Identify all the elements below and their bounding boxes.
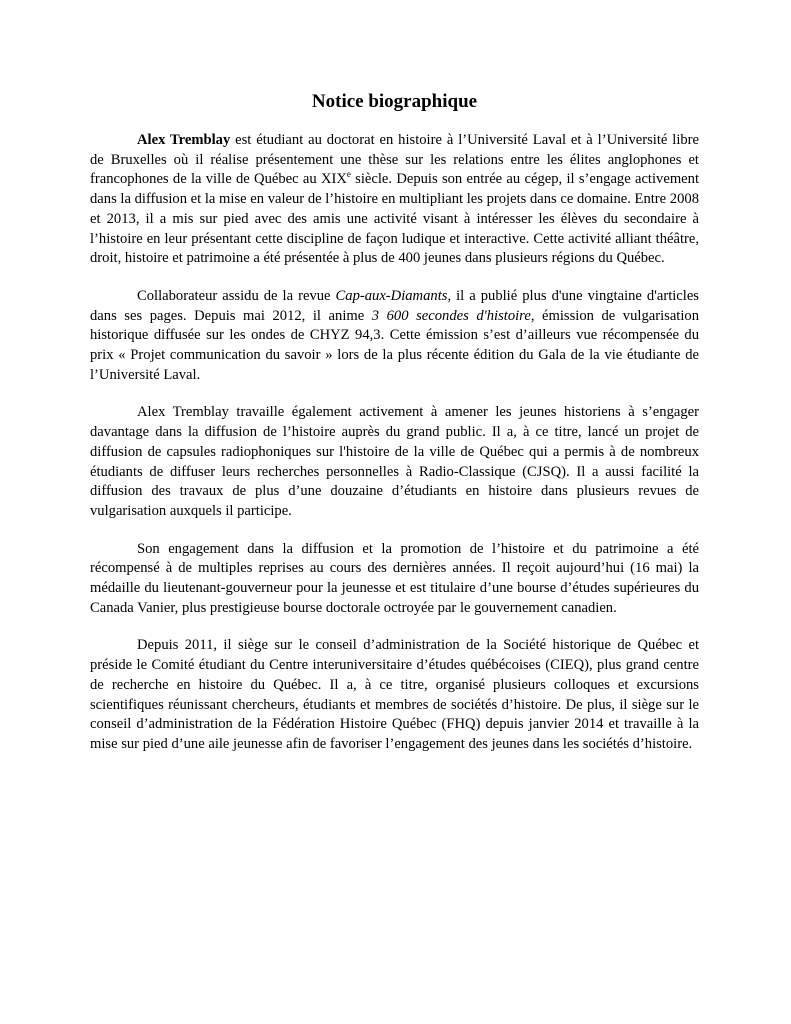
century-superscript: e: [346, 169, 351, 180]
paragraph-1-text-a: est étudiant au doctorat en histoire à l’Université Laval et à l’Université libre de Bruxelles où il réalise présentement une thèse sur les relations entre les élites anglophones et francophones de la ville de Québec au XIX: [90, 132, 700, 188]
page-title: Notice biographique: [311, 91, 478, 112]
show-title: 3 600 secondes d'histoire: [371, 307, 531, 324]
paragraph-5: Depuis 2011, il siège sur le conseil d’administration de la Société historique de Québec et préside le Comité étudiant du Centre interuniversitaire d’études québécoises (CIEQ), plus grand centre de recherche en histoire du Québec. Il a, à ce titre, organisé plusieurs colloques et excursions scientifiques réunissant chercheurs, étudiants et membres de sociétés d’histoire. De plus, il siège sur le conseil d’administration de la Fédération Histoire Québec (FHQ) depuis janvier 2014 et travaille à la mise sur pied d’une aile jeunesse afin de favoriser l’engagement des jeunes dans les sociétés d’histoire.: [90, 637, 699, 752]
paragraph-3: Alex Tremblay travaille également activement à amener les jeunes historiens à s’engager davantage dans la diffusion de l’histoire auprès du grand public. Il a, à ce titre, lancé un projet de diffusion de capsules radiophoniques sur l'histoire de la ville de Québec qui a permis à de nombreux étudiants de diffuser leurs recherches personnelles à Radio-Classique (CJSQ). Il a aussi facilité la diffusion des travaux de plus d’une douzaine d’étudiants en histoire dans plusieurs revues de vulgarisation auxquels il participe.: [90, 404, 699, 519]
paragraph-1: [90, 131, 699, 269]
paragraph-4: Son engagement dans la diffusion et la promotion de l’histoire et du patrimoine a été récompensé à de multiples reprises au cours des dernières années. Il reçoit aujourd’hui (16 mai) la médaille du lieutenant-gouverneur pour la jeunesse et est titulaire d’une bourse d’études supérieures du Canada Vanier, plus prestigieuse bourse doctorale octroyée par le gouvernement canadien.: [90, 540, 699, 616]
document-page: [90, 90, 699, 773]
paragraph-2-text-a: Collaborateur assidu de la revue: [137, 287, 336, 304]
paragraph-2: [90, 287, 699, 386]
paragraph-2-text-c: , émission de vulgarisation historique diffusée sur les ondes de CHYZ 94,3. Cette émission s’est d’ailleurs vue récompensée du prix « Projet communication du savoir » lors de la plus récente édition du Gala de la vie étudiante de l’Université Laval.: [90, 307, 699, 383]
paragraph-1-text-b: siècle. Depuis son entrée au cégep, il s’engage activement dans la diffusion et la mise en valeur de l’histoire en multipliant les projets dans ce domaine. Entre 2008 et 2013, il a mis sur pied avec des amis une activité visant à intéresser les élèves du secondaire à l’histoire en leur présentant cette discipline de façon ludique et interactive. Cette activité alliant théâtre, droit, histoire et patrimoine a été présentée à plus de 400 jeunes dans plusieurs régions du Québec.: [90, 171, 699, 267]
magazine-title: Cap-aux-Diamants: [335, 287, 448, 304]
person-name: Alex Tremblay: [137, 132, 231, 148]
paragraph-2-text-b: , il a publié plus d'une vingtaine d'articles dans ses pages. Depuis mai 2012, il anime: [90, 287, 699, 324]
